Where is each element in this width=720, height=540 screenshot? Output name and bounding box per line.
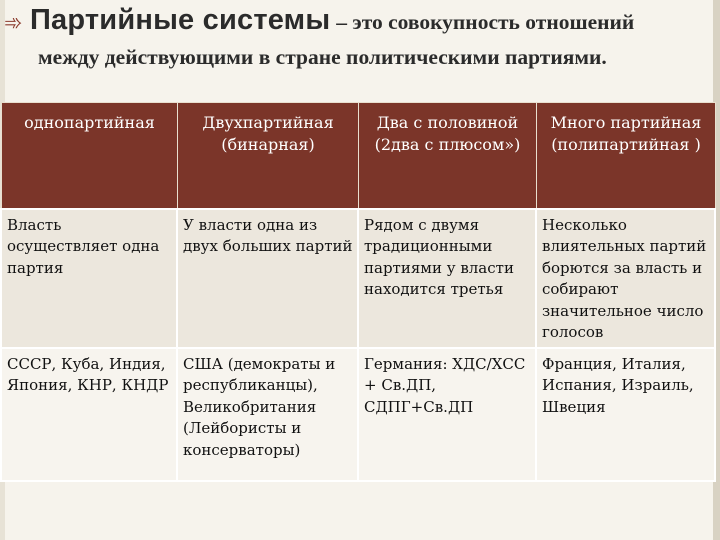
cell-ex-multi-party: Франция, Италия, Испания, Израиль, Швеция <box>536 348 715 481</box>
bullet-arrow-icon: ➾ <box>4 10 23 35</box>
title-term: Партийные системы <box>30 4 331 36</box>
cell-desc-multi-party: Несколько влиятельных партий борются за власть и собирают значительное число голосов <box>536 209 715 348</box>
title-line-1 <box>4 4 712 42</box>
party-systems-table <box>0 102 716 482</box>
cell-desc-two-and-half-party: Рядом с двумя традиционными партиями у власти находится третья <box>358 209 536 348</box>
title-line-2: между действующими в стране политическими партиями. <box>38 45 607 69</box>
table-row-examples <box>1 348 715 481</box>
cell-desc-two-party: У власти одна из двух больших партий <box>177 209 358 348</box>
slide-title <box>4 4 712 70</box>
cell-ex-two-and-half-party: Германия: ХДС/ХСС + Св.ДП, СДПГ+Св.ДП <box>358 348 536 481</box>
header-two-party: Двухпартийная (бинарная) <box>177 103 358 209</box>
title-definition-start: – это совокупность отношений <box>336 10 635 34</box>
header-one-party: однопартийная <box>1 103 177 209</box>
cell-desc-one-party: Власть осуществляет одна партия <box>1 209 177 348</box>
header-two-and-half-party: Два с половиной (2два с плюсом») <box>358 103 536 209</box>
header-multi-party: Много партийная (полипартийная ) <box>536 103 715 209</box>
cell-ex-one-party: СССР, Куба, Индия, Япония, КНР, КНДР <box>1 348 177 481</box>
cell-ex-two-party: США (демократы и республиканцы), Великобритания (Лейбористы и консерваторы) <box>177 348 358 481</box>
table-header-row <box>1 103 715 209</box>
table-row-description <box>1 209 715 348</box>
